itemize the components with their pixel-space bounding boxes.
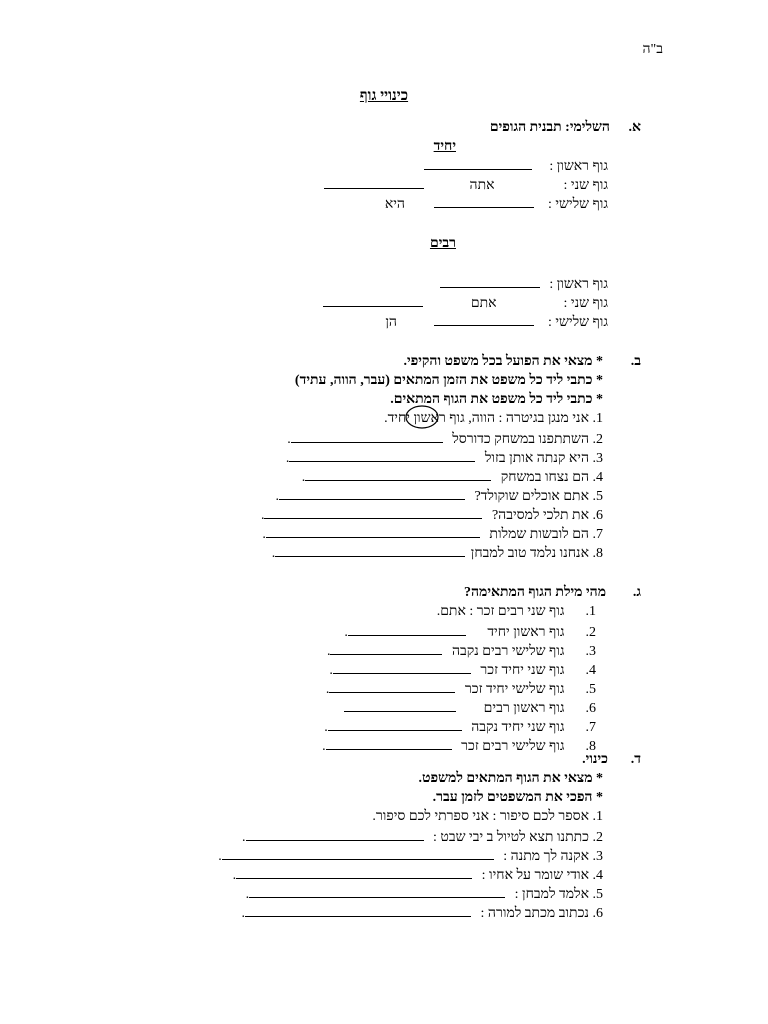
answer-blank[interactable] xyxy=(279,487,465,500)
plural-row-1 xyxy=(440,275,608,293)
answer-blank[interactable] xyxy=(326,737,452,750)
row-word: הן xyxy=(385,315,397,330)
answer-blank[interactable] xyxy=(323,294,423,307)
singular-row-2 xyxy=(324,176,608,194)
answer-blank[interactable] xyxy=(440,275,540,288)
singular-row-3 xyxy=(385,195,608,213)
row-label: גוף שלישי : xyxy=(547,315,608,330)
item-number: 4. xyxy=(585,663,596,678)
singular-row-1 xyxy=(424,157,608,175)
item-text: גוף שלישי יחיד זכר xyxy=(464,682,565,697)
plural-row-3 xyxy=(385,313,608,331)
section-c-item-2: 2. גוף ראשון יחיד . xyxy=(344,625,596,640)
item-number: 1. xyxy=(592,809,603,824)
item-number: 7. xyxy=(585,720,596,735)
section-a-letter: א. xyxy=(628,120,641,135)
section-b-letter: ב. xyxy=(630,354,641,369)
answer-blank[interactable] xyxy=(236,866,472,879)
section-c-item-8: 8. גוף שלישי רבים זכר . xyxy=(322,739,596,754)
item-text: אקנה לך מתנה : xyxy=(503,849,589,864)
answer-blank[interactable] xyxy=(424,157,532,170)
answer-blank[interactable] xyxy=(289,449,475,462)
section-b-item-5: 5. אתם אוכלים שוקולד? . xyxy=(275,489,603,504)
item-text: גוף ראשון יחיד xyxy=(487,625,565,640)
section-d-item-5: 5. אלמד למבחן : . xyxy=(245,887,603,902)
item-text: גוף ראשון רבים xyxy=(483,701,565,716)
answer-blank[interactable] xyxy=(434,313,534,326)
item-number: 4. xyxy=(592,470,603,485)
row-word: היא xyxy=(384,197,405,212)
row-label: גוף ראשון : xyxy=(549,277,608,292)
item-text: השתתפנו במשחק כדורסל xyxy=(452,432,589,447)
header-bh: ב"ה xyxy=(642,42,663,57)
answer-blank[interactable] xyxy=(291,430,443,443)
item-text: גוף שני יחיד נקבה xyxy=(471,720,565,735)
answer-blank[interactable] xyxy=(328,718,462,731)
item-number: 6. xyxy=(585,701,596,716)
item-text: אודי שומר על אחיו : xyxy=(481,868,589,883)
item-number: 2. xyxy=(592,432,603,447)
section-c-heading: מהי מילת הגוף המתאימה? xyxy=(464,585,606,600)
item-number: 3. xyxy=(592,849,603,864)
section-b-instruction-3: * כתבי ליד כל משפט את הגוף המתאים. xyxy=(390,392,603,407)
section-c-item-7: 7. גוף שני יחיד נקבה . xyxy=(324,720,596,735)
row-label: גוף שני : xyxy=(563,296,608,311)
item-number: 7. xyxy=(592,527,603,542)
section-c-item-3: 3. גוף שלישי רבים נקבה . xyxy=(326,644,596,659)
answer-blank[interactable] xyxy=(348,623,466,636)
row-word: אתה xyxy=(469,178,495,193)
row-label: גוף שני : xyxy=(563,178,608,193)
section-b-instruction-2: * כתבי ליד כל משפט את הזמן המתאים (עבר, הווה, עתיד) xyxy=(294,373,603,388)
section-d-heading: כינוי. xyxy=(582,752,608,767)
item-text: נכתוב מכתב למורה : xyxy=(480,906,589,921)
item-text: הם לובשות שמלות xyxy=(489,527,589,542)
item-text: אנחנו נלמד טוב למבחן xyxy=(470,546,589,561)
section-a-heading: השלימי: תבנית הגופים xyxy=(489,120,610,135)
row-word: אתם xyxy=(470,296,497,311)
answer-blank[interactable] xyxy=(222,847,494,860)
verb-circle-icon xyxy=(404,404,440,430)
item-text: גוף שני רבים זכר : אתם. xyxy=(436,604,565,619)
item-number: 1. xyxy=(592,411,603,426)
item-text: אספר לכם סיפור : אני ספרתי לכם סיפור. xyxy=(372,809,589,824)
item-number: 8. xyxy=(585,739,596,754)
item-number: 4. xyxy=(592,868,603,883)
section-b-item-4: 4. הם נצחו במשחק . xyxy=(301,470,603,485)
section-b-instruction-1: * מצאי את הפועל בכל משפט והקיפי. xyxy=(403,354,603,369)
section-d-item-4: 4. אודי שומר על אחיו : . xyxy=(232,868,603,883)
section-c-letter: ג. xyxy=(632,585,641,600)
section-d-item-3: 3. אקנה לך מתנה : . xyxy=(218,849,603,864)
answer-blank[interactable] xyxy=(266,525,480,538)
item-number: 3. xyxy=(592,451,603,466)
section-c-item-4: 4. גוף שני יחיד זכר . xyxy=(329,663,596,678)
singular-title: יחיד xyxy=(433,139,456,154)
section-d-instruction-2: * הפכי את המשפטים לזמן עבר. xyxy=(432,790,603,805)
item-number: 5. xyxy=(592,887,603,902)
item-number: 5. xyxy=(592,489,603,504)
item-number: 6. xyxy=(592,906,603,921)
section-b-item-8: 8. אנחנו נלמד טוב למבחן . xyxy=(271,546,603,561)
item-number: 2. xyxy=(585,625,596,640)
plural-row-2 xyxy=(323,294,608,312)
answer-blank[interactable] xyxy=(246,828,424,841)
item-text: אלמד למבחן : xyxy=(514,887,589,902)
answer-blank[interactable] xyxy=(434,195,534,208)
answer-blank[interactable] xyxy=(275,544,465,557)
item-text: אתם אוכלים שוקולד? xyxy=(474,489,589,504)
section-b-item-2: 2. השתתפנו במשחק כדורסל . xyxy=(287,432,603,447)
item-number: 3. xyxy=(585,644,596,659)
section-d-item-6: 6. נכתוב מכתב למורה : . xyxy=(241,906,603,921)
page-title: כינויי גוף xyxy=(359,88,409,104)
section-c-item-1 xyxy=(437,604,596,620)
section-b-item-7: 7. הם לובשות שמלות . xyxy=(262,527,603,542)
section-b-item-6: 6. את תלכי למסיבה? . xyxy=(260,508,603,523)
answer-blank[interactable] xyxy=(324,176,424,189)
answer-blank[interactable] xyxy=(264,506,482,519)
answer-blank[interactable] xyxy=(333,661,471,674)
item-number: 8. xyxy=(592,546,603,561)
item-number: 6. xyxy=(592,508,603,523)
row-label: גוף שלישי : xyxy=(547,197,608,212)
section-d-letter: ד. xyxy=(630,752,641,767)
item-text: היא קנתה אותן בזול xyxy=(484,451,589,466)
answer-blank[interactable] xyxy=(329,680,455,693)
row-label: גוף ראשון : xyxy=(549,159,608,174)
section-b-item-3: 3. היא קנתה אותן בזול . xyxy=(285,451,603,466)
item-text: הם נצחו במשחק xyxy=(500,470,589,485)
section-c-item-6 xyxy=(344,699,596,717)
item-text: כתתנו תצא לטיול ב יבי שבט : xyxy=(433,830,589,845)
section-d-item-1 xyxy=(372,809,603,825)
answer-blank[interactable] xyxy=(245,904,471,917)
answer-blank[interactable] xyxy=(330,642,442,655)
item-number: 2. xyxy=(592,830,603,845)
answer-blank[interactable] xyxy=(344,699,456,712)
answer-blank[interactable] xyxy=(305,468,491,481)
plural-title: רבים xyxy=(429,236,456,251)
section-d-item-2: 2. כתתנו תצא לטיול ב יבי שבט : . xyxy=(242,830,603,845)
section-d-instruction-1: * מצאי את הגוף המתאים למשפט. xyxy=(418,771,603,786)
item-text: גוף שני יחיד זכר xyxy=(480,663,565,678)
item-text: את תלכי למסיבה? xyxy=(491,508,589,523)
item-text: גוף שלישי רבים זכר xyxy=(461,739,565,754)
item-number: 5. xyxy=(585,682,596,697)
item-text: אני מנגן בגיטרה : הווה, גוף ראשון יחיד. xyxy=(384,411,589,426)
item-text: גוף שלישי רבים נקבה xyxy=(451,644,565,659)
section-c-item-5: 5. גוף שלישי יחיד זכר . xyxy=(325,682,596,697)
answer-blank[interactable] xyxy=(249,885,505,898)
item-number: 1. xyxy=(585,604,596,619)
